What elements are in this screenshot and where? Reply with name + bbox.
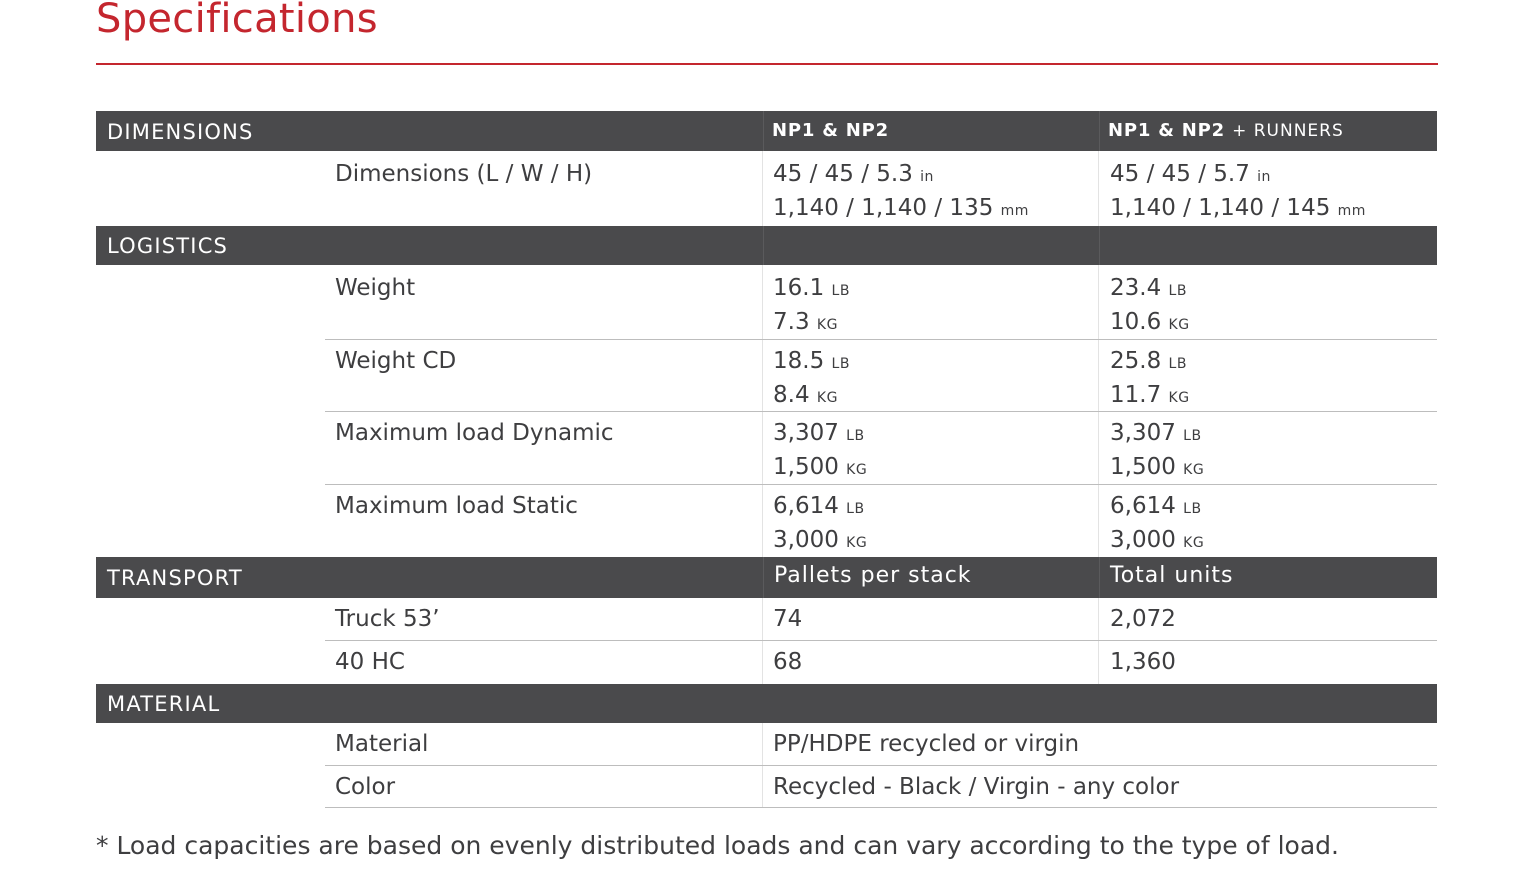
section-header-transport (96, 557, 1437, 598)
unit: in (1257, 169, 1271, 185)
column-header-suffix: + RUNNERS (1232, 121, 1344, 141)
title-divider (96, 63, 1438, 65)
column-divider (1099, 557, 1100, 598)
value-cell (1110, 273, 1190, 341)
cell-divider (762, 265, 763, 340)
row-label: Maximum load Static (335, 493, 578, 519)
row-label: 40 HC (335, 649, 405, 675)
cell-divider (1098, 598, 1099, 641)
unit: mm (1337, 203, 1366, 219)
column-divider (763, 226, 764, 265)
cell-divider (1098, 641, 1099, 684)
table-row-material (325, 723, 1437, 766)
section-header-logistics (96, 226, 1437, 265)
row-label: Material (335, 731, 429, 757)
cell-divider (762, 412, 763, 485)
value-cell (1110, 491, 1204, 559)
section-label: LOGISTICS (107, 234, 229, 258)
value: 3,307 (773, 420, 839, 446)
unit: mm (1000, 203, 1029, 219)
section-header-material (96, 684, 1437, 723)
row-label: Maximum load Dynamic (335, 420, 614, 446)
column-divider (1099, 111, 1100, 151)
row-label: Truck 53’ (335, 606, 440, 632)
value: 7.3 (773, 309, 810, 335)
value: 23.4 (1110, 275, 1162, 301)
value-cell: Recycled - Black / Virgin - any color (773, 774, 1180, 800)
cell-divider (762, 766, 763, 808)
value: 18.5 (773, 348, 825, 374)
column-header-np1-np2-runners (1108, 120, 1344, 141)
value-cell: 74 (773, 606, 803, 632)
section-label: DIMENSIONS (107, 120, 254, 144)
value: 6,614 (773, 493, 839, 519)
value: 1,500 (773, 454, 839, 480)
unit: KG (816, 317, 838, 333)
table-row-truck (325, 598, 1437, 641)
unit: LB (1168, 356, 1187, 372)
value-cell: 2,072 (1110, 606, 1176, 632)
unit: KG (1168, 317, 1190, 333)
value: 45 / 45 / 5.3 (773, 161, 913, 187)
column-header-main: NP1 & NP2 (1108, 120, 1225, 141)
unit: KG (846, 535, 868, 551)
column-divider (1099, 226, 1100, 265)
value-cell (773, 418, 867, 486)
unit: KG (816, 390, 838, 406)
cell-divider (1098, 412, 1099, 485)
table-row-max-load-dynamic (325, 412, 1437, 485)
unit: KG (1183, 535, 1205, 551)
value: 16.1 (773, 275, 825, 301)
value: 3,307 (1110, 420, 1176, 446)
unit: KG (1183, 462, 1205, 478)
cell-divider (762, 598, 763, 641)
cell-divider (762, 641, 763, 684)
cell-divider (762, 485, 763, 557)
value: 3,000 (773, 527, 839, 553)
row-divider (325, 807, 1437, 808)
value-cell: 68 (773, 649, 803, 675)
table-row-color (325, 766, 1437, 808)
page-title: Specifications (96, 0, 378, 42)
cell-divider (1098, 485, 1099, 557)
cell-divider (1098, 265, 1099, 340)
section-header-dimensions (96, 111, 1437, 151)
cell-divider (762, 151, 763, 226)
value: 1,140 / 1,140 / 135 (773, 195, 994, 221)
value: 3,000 (1110, 527, 1176, 553)
table-row-weight (325, 265, 1437, 340)
value: 6,614 (1110, 493, 1176, 519)
value: 1,500 (1110, 454, 1176, 480)
value-cell (773, 273, 850, 341)
value-cell (773, 159, 1029, 227)
row-label: Weight CD (335, 348, 457, 374)
row-label: Dimensions (L / W / H) (335, 161, 593, 187)
cell-divider (762, 723, 763, 766)
value-cell: PP/HDPE recycled or virgin (773, 731, 1080, 757)
unit: LB (831, 283, 850, 299)
unit: in (920, 169, 934, 185)
unit: LB (1183, 428, 1202, 444)
value-cell (1110, 418, 1204, 486)
row-label: Color (335, 774, 396, 800)
section-label: TRANSPORT (107, 566, 243, 590)
column-divider (763, 557, 764, 598)
unit: LB (846, 501, 865, 517)
table-row-40hc (325, 641, 1437, 684)
table-row-max-load-static (325, 485, 1437, 557)
column-header-np1-np2: NP1 & NP2 (772, 120, 889, 141)
value: 25.8 (1110, 348, 1162, 374)
value-cell: 1,360 (1110, 649, 1176, 675)
value: 10.6 (1110, 309, 1162, 335)
unit: LB (1168, 283, 1187, 299)
value-cell (1110, 159, 1366, 227)
table-row-dimensions (325, 151, 1437, 226)
value-cell (773, 346, 850, 414)
value-cell (1110, 346, 1190, 414)
table-row-weight-cd (325, 340, 1437, 412)
column-divider (763, 111, 764, 151)
cell-divider (1098, 340, 1099, 412)
column-header-pallets-per-stack: Pallets per stack (774, 563, 972, 588)
value: 45 / 45 / 5.7 (1110, 161, 1250, 187)
unit: KG (846, 462, 868, 478)
value: 11.7 (1110, 382, 1162, 408)
value: 1,140 / 1,140 / 145 (1110, 195, 1331, 221)
row-label: Weight (335, 275, 416, 301)
section-label: MATERIAL (107, 692, 221, 716)
value-cell (773, 491, 867, 559)
footnote: * Load capacities are based on evenly distributed loads and can vary according to the type of load. (96, 831, 1339, 860)
unit: LB (831, 356, 850, 372)
unit: LB (1183, 501, 1202, 517)
unit: LB (846, 428, 865, 444)
value: 8.4 (773, 382, 810, 408)
cell-divider (762, 340, 763, 412)
cell-divider (1098, 151, 1099, 226)
column-header-total-units: Total units (1110, 563, 1234, 588)
unit: KG (1168, 390, 1190, 406)
